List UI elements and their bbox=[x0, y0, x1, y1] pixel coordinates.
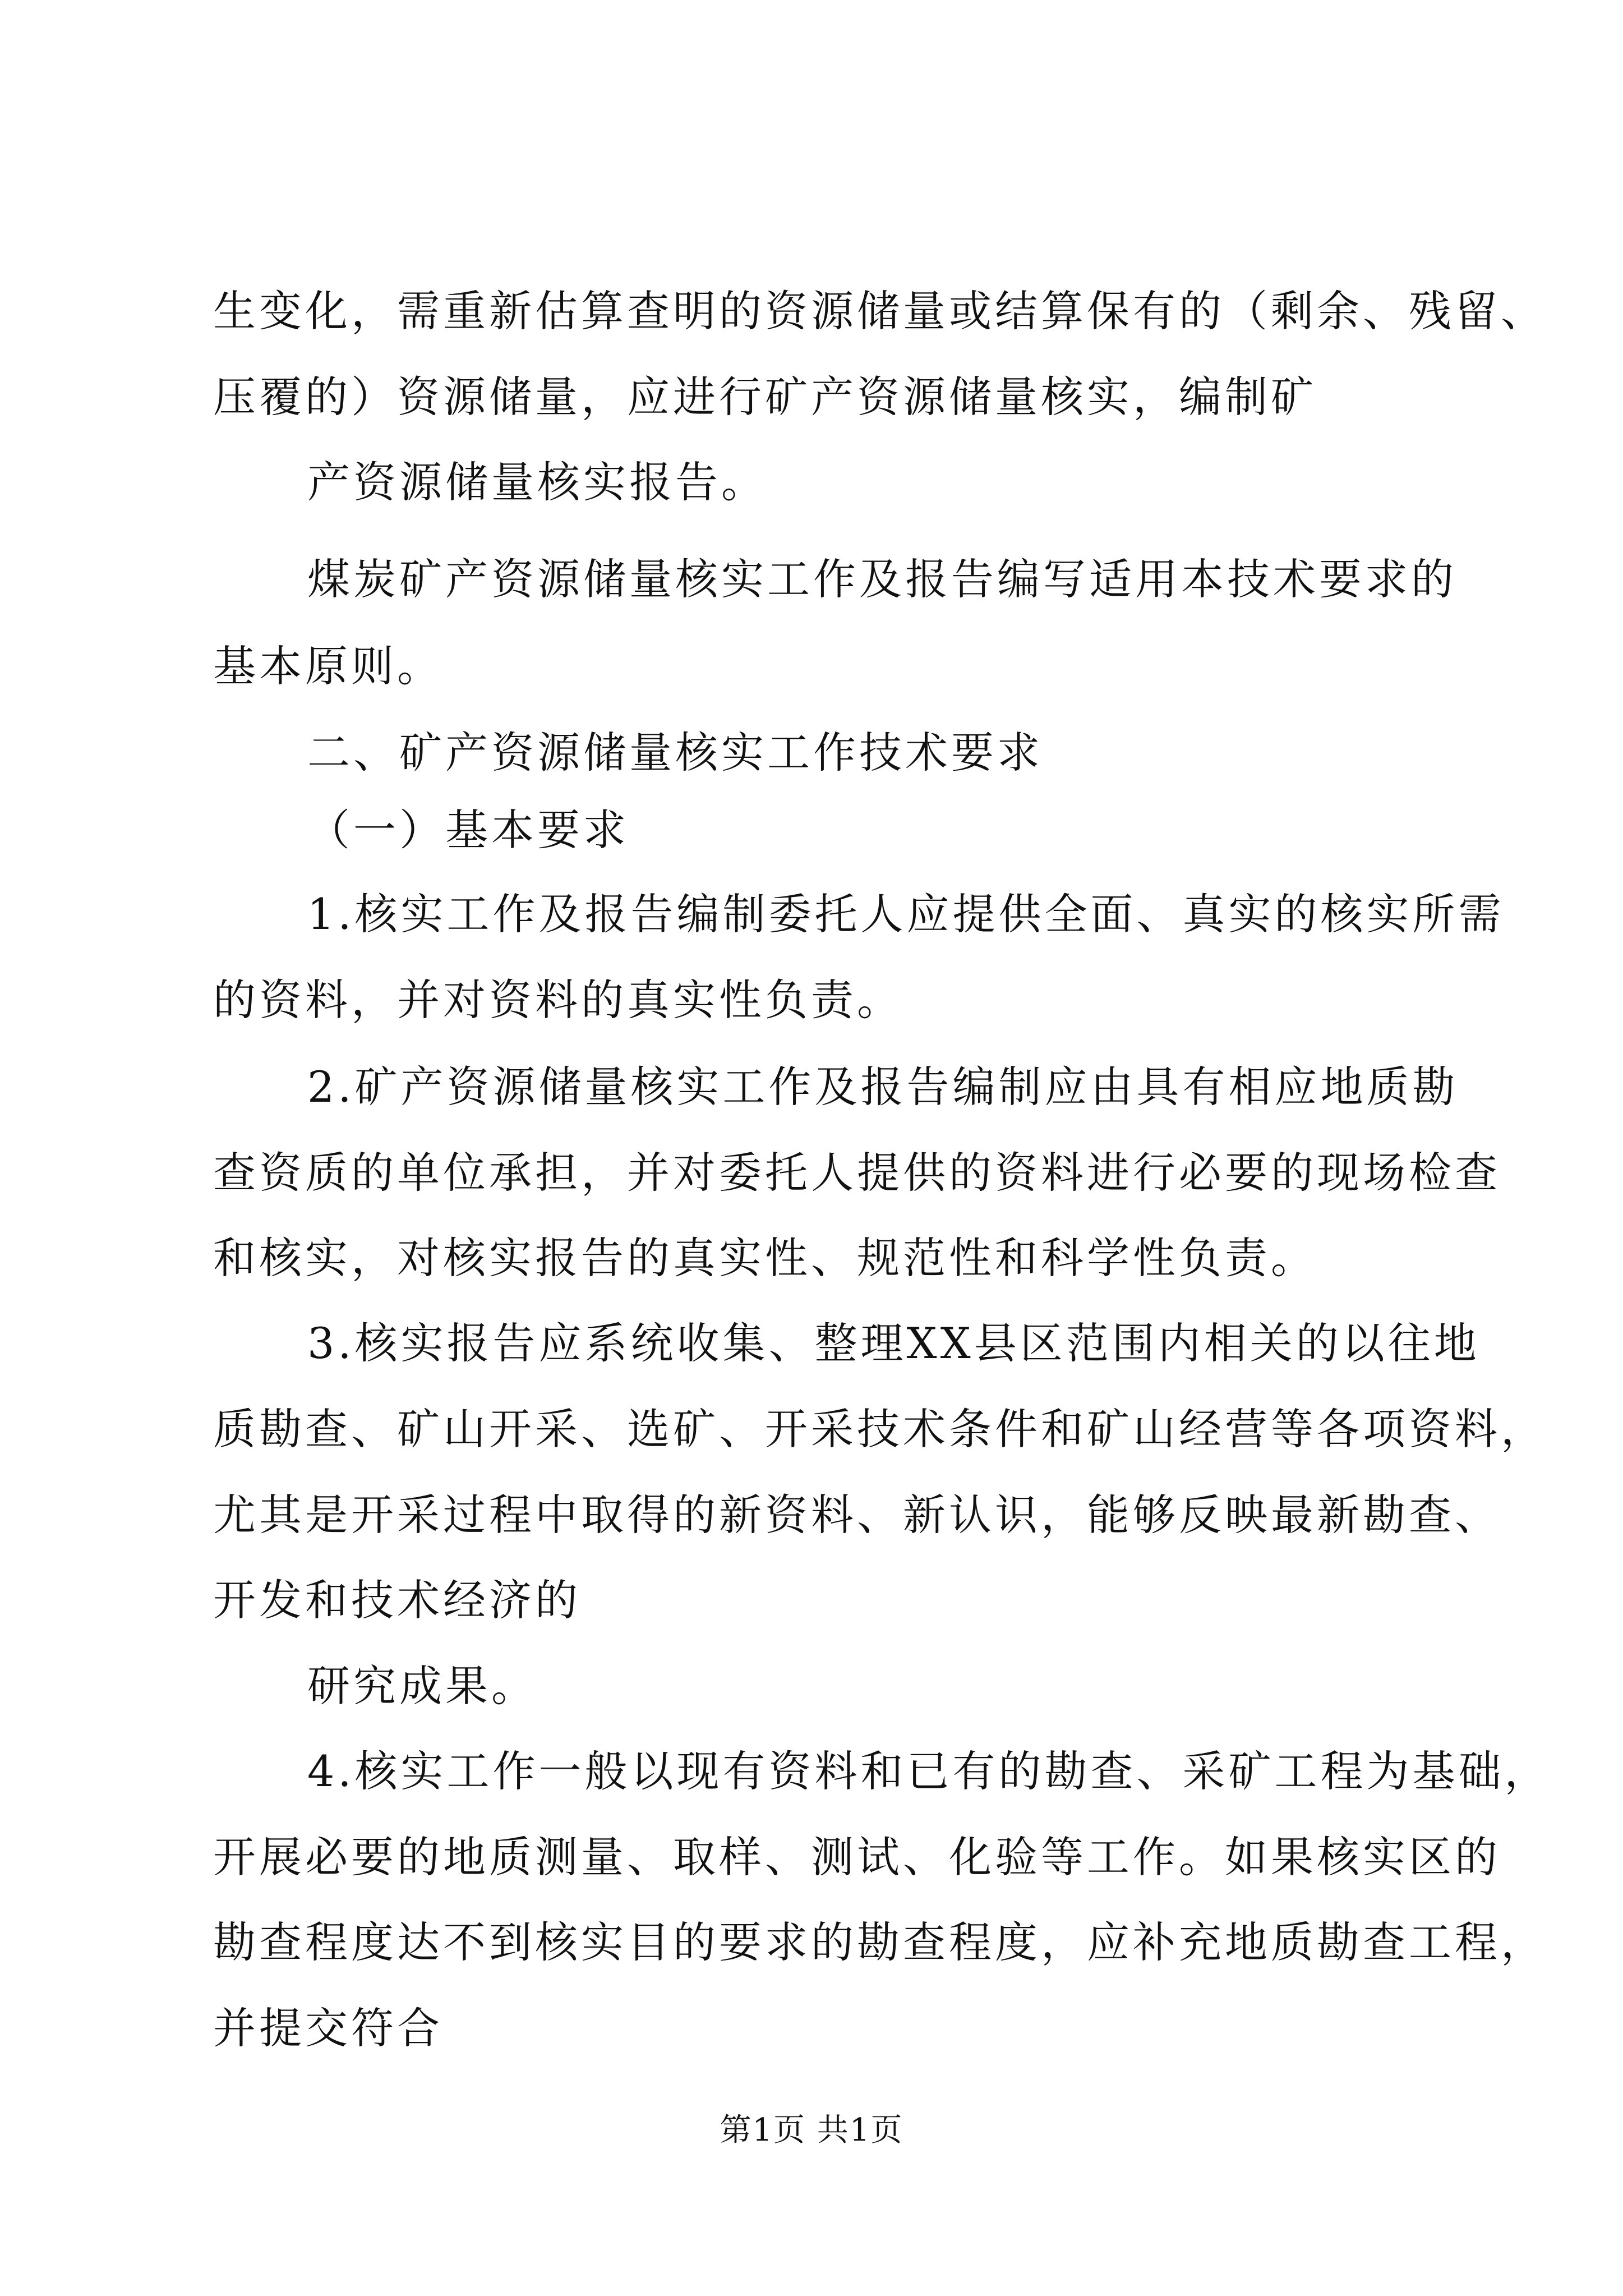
body-text-line: 2.矿产资源储量核实工作及报告编制应由具有相应地质勘 bbox=[307, 1062, 1459, 1112]
body-text-line: 尤其是开采过程中取得的新资料、新认识，能够反映最新勘查、 bbox=[213, 1490, 1501, 1540]
body-text-line: 并提交符合 bbox=[213, 2003, 443, 2053]
body-text-line: 和核实，对核实报告的真实性、规范性和科学性负责。 bbox=[213, 1233, 1317, 1283]
body-text-line: 勘查程度达不到核实目的要求的勘查程度，应补充地质勘查工程， bbox=[213, 1917, 1547, 1967]
body-text-line: 3.核实报告应系统收集、整理XX县区范围内相关的以往地 bbox=[307, 1318, 1480, 1368]
body-text-line: 开展必要的地质测量、取样、测试、化验等工作。如果核实区的 bbox=[213, 1832, 1501, 1882]
page-footer: 第1页 共1页 bbox=[720, 2112, 903, 2148]
body-text-line: 研究成果。 bbox=[307, 1661, 537, 1711]
subsection-heading: （一）基本要求 bbox=[307, 805, 629, 855]
body-text-line: 的资料，并对资料的真实性负责。 bbox=[213, 975, 903, 1025]
body-text-line: 基本原则。 bbox=[213, 641, 443, 691]
body-text-line: 生变化，需重新估算查明的资源储量或结算保有的（剩余、残留、 bbox=[213, 286, 1547, 336]
body-text-line: 开发和技术经济的 bbox=[213, 1575, 581, 1625]
body-text-line: 产资源储量核实报告。 bbox=[307, 457, 767, 507]
body-text-line: 1.核实工作及报告编制委托人应提供全面、真实的核实所需 bbox=[307, 889, 1505, 939]
body-text-line: 质勘查、矿山开采、选矿、开采技术条件和矿山经营等各项资料， bbox=[213, 1404, 1547, 1454]
body-text-line: 压覆的）资源储量，应进行矿产资源储量核实，编制矿 bbox=[213, 372, 1317, 422]
body-text-line: 煤炭矿产资源储量核实工作及报告编写适用本技术要求的 bbox=[307, 554, 1457, 604]
body-text-line: 查资质的单位承担，并对委托人提供的资料进行必要的现场检查 bbox=[213, 1148, 1501, 1198]
body-text-line: 4.核实工作一般以现有资料和已有的勘查、采矿工程为基础， bbox=[307, 1746, 1551, 1796]
section-heading: 二、矿产资源储量核实工作技术要求 bbox=[307, 728, 1043, 777]
